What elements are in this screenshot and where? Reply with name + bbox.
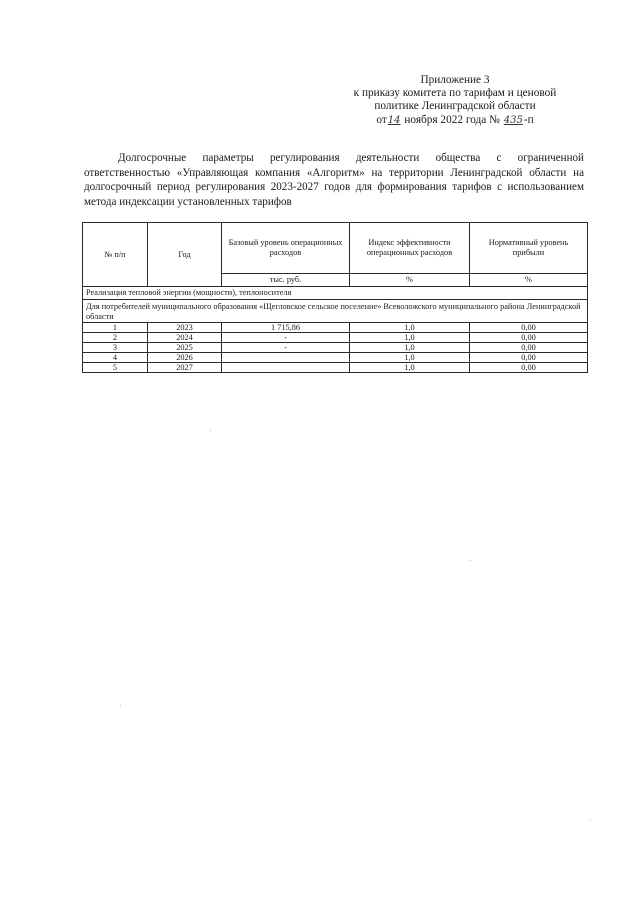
cell-profit: 0,00 — [470, 323, 588, 333]
cell-base — [222, 363, 350, 373]
header-year: Год — [148, 223, 222, 287]
cell-profit: 0,00 — [470, 343, 588, 353]
header-num: № п/п — [83, 223, 148, 287]
cell-num: 4 — [83, 353, 148, 363]
header-efficiency-index: Индекс эффективности операционных расходов — [350, 223, 470, 274]
cell-index: 1,0 — [350, 323, 470, 333]
cell-year: 2026 — [148, 353, 222, 363]
table-row — [83, 323, 588, 333]
cell-profit: 0,00 — [470, 333, 588, 343]
cell-year: 2027 — [148, 363, 222, 373]
order-date-line — [330, 114, 580, 127]
date-middle: ноября 2022 года № — [404, 113, 500, 126]
cell-year: 2023 — [148, 323, 222, 333]
scan-speck — [120, 705, 121, 706]
table-row — [83, 353, 588, 363]
cell-index: 1,0 — [350, 353, 470, 363]
scan-speck — [470, 560, 471, 561]
section-row — [83, 287, 588, 300]
document-intro: Долгосрочные параметры регулирования деятельности общества с ограниченной ответственностью «Управляющая компания «Алгоритм» на территории Ленинградской области на долгосрочный период регулирования 2023-2027 годов для формирования тарифов с использованием метода индексации установленных тарифов — [84, 152, 584, 208]
cell-num: 2 — [83, 333, 148, 343]
scan-speck — [590, 820, 591, 821]
cell-profit: 0,00 — [470, 363, 588, 373]
appendix-header — [330, 74, 580, 127]
unit-base: тыс. руб. — [222, 274, 350, 287]
cell-base: - — [222, 343, 350, 353]
cell-num: 5 — [83, 363, 148, 373]
handwritten-day: 14 — [387, 114, 401, 126]
subsection-title: Для потребителей муниципального образования «Щегловское сельское поселение» Всеволожского муниципального района Ленинградской области — [83, 300, 588, 323]
appendix-number: Приложение 3 — [420, 74, 490, 86]
order-suffix: -п — [523, 113, 534, 126]
cell-index: 1,0 — [350, 363, 470, 373]
committee-name: политике Ленинградской области — [374, 100, 536, 113]
cell-year: 2024 — [148, 333, 222, 343]
subsection-row — [83, 300, 588, 323]
cell-index: 1,0 — [350, 343, 470, 353]
cell-num: 3 — [83, 343, 148, 353]
cell-year: 2025 — [148, 343, 222, 353]
date-prefix: от — [376, 113, 387, 126]
cell-index: 1,0 — [350, 333, 470, 343]
cell-base: 1 715,86 — [222, 323, 350, 333]
cell-base: - — [222, 333, 350, 343]
cell-base — [222, 353, 350, 363]
table-row — [83, 363, 588, 373]
scan-speck — [210, 430, 211, 431]
table-header-row — [83, 223, 588, 274]
section-title: Реализация тепловой энергии (мощности), теплоносителя — [83, 287, 588, 300]
table-row — [83, 343, 588, 353]
cell-profit: 0,00 — [470, 353, 588, 363]
order-reference: к приказу комитета по тарифам и ценовой — [353, 87, 557, 100]
table-row — [83, 333, 588, 343]
cell-num: 1 — [83, 323, 148, 333]
unit-index: % — [350, 274, 470, 287]
header-base-level: Базовый уровень операционных расходов — [222, 223, 350, 274]
handwritten-order-number: 435 — [503, 114, 523, 126]
unit-profit: % — [470, 274, 588, 287]
parameters-table — [82, 222, 588, 373]
header-profit-level: Нормативный уровень прибыли — [470, 223, 588, 274]
